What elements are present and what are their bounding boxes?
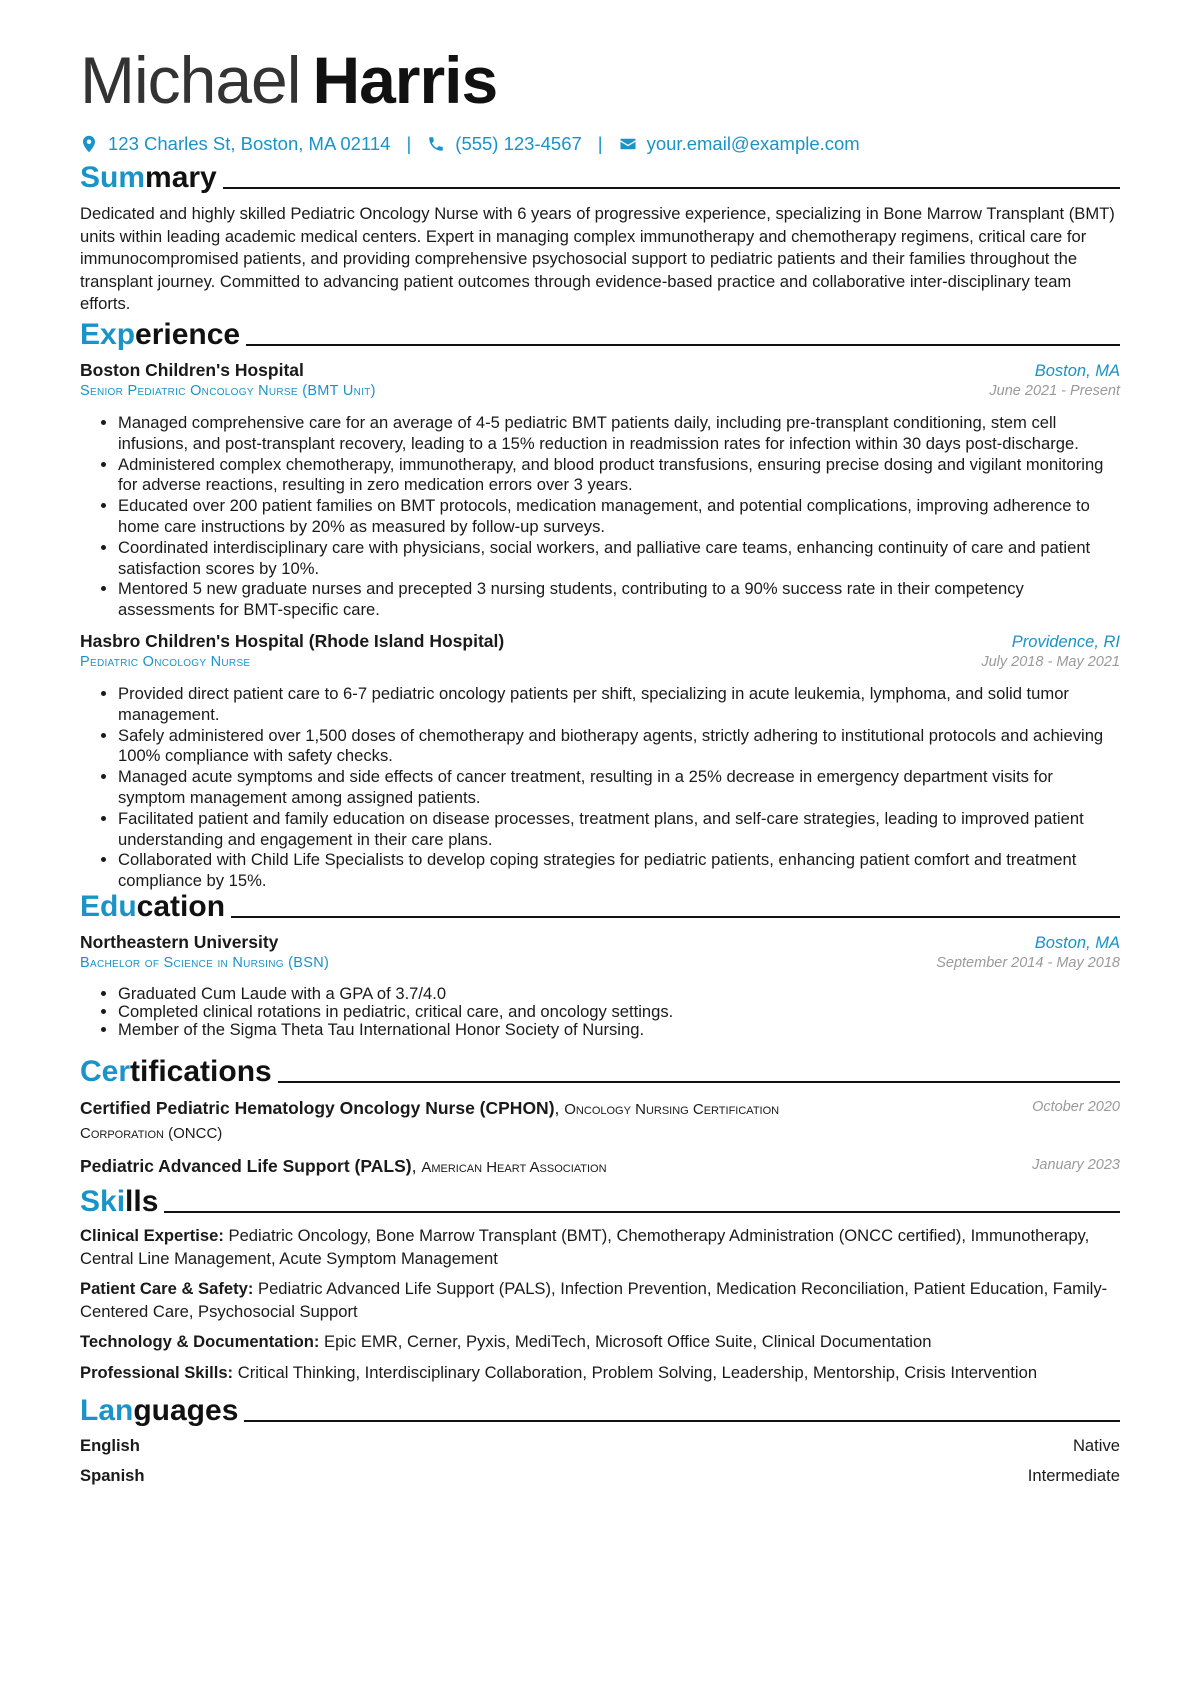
certification-item <box>80 1155 1120 1179</box>
job-entry <box>80 360 1120 621</box>
certification-org: American Heart Association <box>421 1159 607 1176</box>
language-name: English <box>80 1436 140 1455</box>
summary-section <box>80 153 1120 316</box>
certification-item <box>80 1097 1120 1145</box>
contact-line <box>80 133 860 155</box>
contact-separator: | <box>597 133 603 154</box>
list-item: • Mentored 5 new graduate nurses and precepted 3 nursing students, contributing to a 90% success rate in their competency assessments for BMT-specific care. <box>118 579 1120 621</box>
section-header <box>80 1047 1120 1089</box>
list-item: • Collaborated with Child Life Specialists to develop coping strategies for pediatric patients, enhancing patient comfort and treatment compliance by 15%. <box>118 850 1120 892</box>
section-title <box>80 890 225 924</box>
skill-values: Epic EMR, Cerner, Pyxis, MediTech, Microsoft Office Suite, Clinical Documentation <box>324 1332 932 1352</box>
title-rest: mary <box>145 161 217 194</box>
section-header <box>80 1177 1120 1219</box>
envelope-icon <box>619 135 637 153</box>
skill-group <box>80 1225 1120 1270</box>
job-location: Boston, MA <box>1034 362 1120 380</box>
job-entry <box>80 631 1120 892</box>
title-rest: guages <box>133 1394 239 1427</box>
section-header <box>80 153 1120 195</box>
certification-org: Oncology Nursing Certification Corporation (ONCC) <box>80 1101 780 1142</box>
title-accent: Edu <box>80 890 137 923</box>
section-title <box>80 161 217 195</box>
section-header <box>80 1386 1120 1428</box>
contact-separator: | <box>406 133 412 154</box>
section-title <box>80 1185 158 1219</box>
email-link[interactable]: your.email@example.com <box>646 133 860 154</box>
section-title <box>80 1394 238 1428</box>
list-item: • Completed clinical rotations in pediatric, critical care, and oncology settings. <box>118 1003 1120 1021</box>
languages-section <box>80 1386 1120 1486</box>
education-section <box>80 882 1120 1039</box>
skill-values: Pediatric Advanced Life Support (PALS), Infection Prevention, Medication Reconciliation, Patient Education, Family-Centered Care, Psychosocial Support <box>80 1279 1108 1321</box>
certification-main: Pediatric Advanced Life Support (PALS), American Heart Association <box>80 1156 607 1176</box>
title-rest: erience <box>135 318 241 351</box>
language-name: Spanish <box>80 1466 145 1485</box>
section-header <box>80 310 1120 352</box>
list-item: • Educated over 200 patient families on BMT protocols, medication management, and potential complications, improving adherence to home care instructions by 20% as measured by follow-up surveys. <box>118 496 1120 538</box>
job-header-row <box>80 631 1120 652</box>
employer-name: Boston Children's Hospital <box>80 360 304 380</box>
section-rule <box>223 187 1120 189</box>
list-item: • Administered complex chemotherapy, immunotherapy, and blood product transfusions, ensuring precise dosing and vigilant monitoring for adverse reactions, resulting in zero medication errors over 3 years. <box>118 455 1120 497</box>
certifications-section <box>80 1047 1120 1179</box>
list-item: • Managed acute symptoms and side effects of cancer treatment, resulting in a 25% decrease in emergency department visits for symptom management among assigned patients. <box>118 767 1120 809</box>
certification-name: Pediatric Advanced Life Support (PALS) <box>80 1156 412 1176</box>
list-item: • Member of the Sigma Theta Tau International Honor Society of Nursing. <box>118 1021 1120 1039</box>
list-item: • Managed comprehensive care for an average of 4-5 pediatric BMT patients daily, including pre-transplant conditioning, stem cell infusions, and post-transplant recovery, leading to a 15% reduction in readmission rates for infection within 30 days post-discharge. <box>118 413 1120 455</box>
job-dates: July 2018 - May 2021 <box>981 653 1120 670</box>
candidate-name <box>80 40 497 120</box>
title-accent: Ski <box>80 1185 126 1218</box>
title-rest: tifications <box>130 1055 272 1088</box>
job-role-row <box>80 654 1120 670</box>
section-rule <box>246 344 1120 346</box>
skill-group <box>80 1362 1120 1385</box>
certification-name: Certified Pediatric Hematology Oncology Nurse (CPHON) <box>80 1098 555 1118</box>
certification-main: Certified Pediatric Hematology Oncology Nurse (CPHON), Oncology Nursing Certification Corporation (ONCC) <box>80 1098 780 1142</box>
skill-label: Professional Skills: <box>80 1362 234 1382</box>
education-bullets <box>80 985 1120 1039</box>
job-title: Senior Pediatric Oncology Nurse (BMT Unit) <box>80 383 376 399</box>
section-rule <box>231 916 1120 918</box>
certification-date: October 2020 <box>1032 1099 1120 1115</box>
job-title: Pediatric Oncology Nurse <box>80 653 251 670</box>
phone-text: (555) 123-4567 <box>455 133 582 154</box>
email-item[interactable] <box>619 133 860 155</box>
degree-title: Bachelor of Science in Nursing (BSN) <box>80 955 330 971</box>
education-header-row <box>80 932 1120 953</box>
language-level: Native <box>1072 1436 1120 1455</box>
skill-values: Pediatric Oncology, Bone Marrow Transplant (BMT), Chemotherapy Administration (ONCC certified), Immunotherapy, Central Line Management, Acute Symptom Management <box>80 1226 1090 1268</box>
skill-values: Critical Thinking, Interdisciplinary Collaboration, Problem Solving, Leadership, Mentorship, Crisis Intervention <box>237 1362 1038 1382</box>
summary-text: Dedicated and highly skilled Pediatric Oncology Nurse with 6 years of progressive experience, specializing in Bone Marrow Transplant (BMT) units within leading academic medical centers. Expert in managing complex immunotherapy and chemotherapy regimens, critical care for immunocompromised patients, and providing comprehensive psychosocial support to pediatric patients and their families throughout the transplant journey. Committed to advancing patient outcomes through evidence-based practice and collaborative inter-disciplinary team efforts. <box>80 204 1115 314</box>
phone-item <box>427 133 582 155</box>
list-item: • Facilitated patient and family education on disease processes, treatment plans, and self-care strategies, leading to improved patient understanding and engagement in their care plans. <box>118 809 1120 851</box>
section-title <box>80 318 240 352</box>
section-rule <box>164 1211 1120 1213</box>
list-item: • Provided direct patient care to 6-7 pediatric oncology patients per shift, specializing in acute leukemia, lymphoma, and solid tumor management. <box>118 684 1120 726</box>
skill-label: Technology & Documentation: <box>80 1332 320 1352</box>
school-name: Northeastern University <box>80 932 279 952</box>
job-dates: June 2021 - Present <box>989 383 1120 399</box>
experience-section <box>80 310 1120 892</box>
degree-row <box>80 955 1120 971</box>
education-dates: September 2014 - May 2018 <box>936 955 1120 971</box>
job-header-row <box>80 360 1120 381</box>
language-level: Intermediate <box>1027 1466 1120 1485</box>
skill-label: Clinical Expertise: <box>80 1226 224 1245</box>
title-accent: Lan <box>80 1394 134 1427</box>
language-item <box>80 1466 1120 1486</box>
section-rule <box>244 1420 1120 1422</box>
title-rest: lls <box>125 1185 159 1218</box>
employer-name: Hasbro Children's Hospital (Rhode Island Hospital) <box>80 630 505 651</box>
job-bullets <box>80 413 1120 621</box>
title-accent: Sum <box>80 161 146 194</box>
skill-group <box>80 1331 1120 1354</box>
title-accent: Cer <box>80 1055 131 1088</box>
language-item <box>80 1436 1120 1456</box>
phone-icon <box>427 135 445 153</box>
list-item: • Safely administered over 1,500 doses of chemotherapy and biotherapy agents, strictly adhering to institutional protocols and achieving 100% compliance with safety checks. <box>118 726 1120 768</box>
last-name: Harris <box>312 43 498 117</box>
title-rest: cation <box>136 890 226 923</box>
skill-group <box>80 1278 1120 1323</box>
school-location: Boston, MA <box>1034 934 1120 952</box>
certification-date: January 2023 <box>1032 1157 1120 1173</box>
section-header <box>80 882 1120 924</box>
list-item: • Coordinated interdisciplinary care with physicians, social workers, and palliative care teams, enhancing continuity of care and patient satisfaction scores by 10%. <box>118 538 1120 580</box>
education-entry <box>80 932 1120 1039</box>
title-accent: Exp <box>80 318 136 351</box>
section-rule <box>278 1081 1120 1083</box>
first-name: Michael <box>80 43 301 117</box>
map-marker-icon <box>80 135 98 153</box>
list-item: • Graduated Cum Laude with a GPA of 3.7/4.0 <box>118 985 1120 1003</box>
address-text: 123 Charles St, Boston, MA 02114 <box>108 133 391 154</box>
job-role-row <box>80 383 1120 399</box>
section-title <box>80 1055 272 1089</box>
skills-section <box>80 1177 1120 1385</box>
job-bullets <box>80 684 1120 892</box>
skill-label: Patient Care & Safety: <box>80 1279 254 1299</box>
address-item <box>80 133 390 155</box>
job-location: Providence, RI <box>1011 632 1120 651</box>
